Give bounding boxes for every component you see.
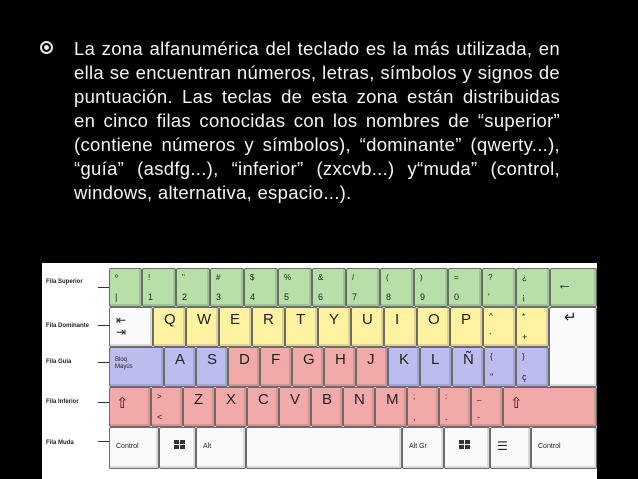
key-letter: R xyxy=(252,307,285,347)
key-letter: C xyxy=(247,387,279,427)
key-symbol: > < xyxy=(151,387,183,427)
key-symbol: _ - xyxy=(471,387,503,427)
key-superior: ¿ ¡ xyxy=(516,268,550,307)
key-windows-right xyxy=(444,427,490,469)
key-superior: ( 8 xyxy=(380,268,414,307)
key-letter: L xyxy=(420,347,452,387)
key-symbol: * + xyxy=(516,307,549,347)
key-letter: E xyxy=(219,307,252,347)
key-control-left: Control xyxy=(109,427,159,469)
windows-icon xyxy=(174,440,185,450)
key-superior: ! 1 xyxy=(142,268,176,307)
key-menu xyxy=(490,427,531,469)
key-letter: V xyxy=(279,387,311,427)
row-label-dominante: Fila Dominante xyxy=(46,323,90,329)
key-space xyxy=(246,427,402,469)
key-symbol: ^ ` xyxy=(483,307,516,347)
key-superior: & 6 xyxy=(312,268,346,307)
key-letter: Z xyxy=(183,387,215,427)
paragraph: La zona alfanumérica del teclado es la más utilizada, en ella se encuentran números, letras, símbolos y signos de puntuación. Las teclas de esta zona están distribuidas en cinco filas conocidas con los nombres de “superior” (contiene números y símbolos), “dominante” (qwerty...), “guía” (asdfg...), “inferior” (zxcvb...) y“muda” (control, windows, alternativa, espacio...). xyxy=(74,38,560,203)
slide-text xyxy=(40,37,560,205)
key-letter: N xyxy=(343,387,375,427)
key-letter: W xyxy=(186,307,219,347)
key-symbol: } ç xyxy=(516,347,549,387)
key-letter: Y xyxy=(318,307,351,347)
key-enter xyxy=(549,307,597,387)
key-backspace xyxy=(550,268,597,307)
backspace-arrow-icon: ← xyxy=(557,276,572,293)
key-superior: ) 9 xyxy=(414,268,448,307)
key-symbol: : . xyxy=(439,387,471,427)
key-superior: = 0 xyxy=(448,268,482,307)
key-letter: K xyxy=(388,347,420,387)
key-letter: D xyxy=(228,347,260,387)
key-letter: F xyxy=(260,347,292,387)
key-superior: $ 4 xyxy=(244,268,278,307)
key-shift-right xyxy=(503,387,597,427)
key-tab xyxy=(109,307,153,347)
key-letter: M xyxy=(375,387,407,427)
key-letter: G xyxy=(292,347,324,387)
bullet-icon xyxy=(40,41,53,54)
key-letter: O xyxy=(417,307,450,347)
key-superior: " 2 xyxy=(176,268,210,307)
key-symbol: { " xyxy=(484,347,516,387)
key-control-right: Control xyxy=(531,427,597,469)
key-symbol: ; , xyxy=(407,387,439,427)
key-alt: Alt xyxy=(196,427,246,469)
windows-icon xyxy=(459,440,470,450)
row-label-inferior: Fila Inferior xyxy=(46,399,79,405)
key-letter: Q xyxy=(153,307,186,347)
key-windows-left xyxy=(159,427,196,469)
key-letter: P xyxy=(450,307,483,347)
key-letter: U xyxy=(351,307,384,347)
key-superior: ? ' xyxy=(482,268,516,307)
key-letter: A xyxy=(164,347,196,387)
row-label-muda: Fila Muda xyxy=(46,440,74,446)
row-label-guia: Fila Guía xyxy=(46,359,72,365)
key-letter: I xyxy=(384,307,417,347)
enter-icon: ↵ xyxy=(564,309,577,326)
key-letter: H xyxy=(324,347,356,387)
key-superior: / 7 xyxy=(346,268,380,307)
key-letter: S xyxy=(196,347,228,387)
key-letter: J xyxy=(356,347,388,387)
key-letter: Ñ xyxy=(452,347,484,387)
tab-icon: ⇤ ⇥ xyxy=(116,313,127,339)
row-label-superior: Fila Superior xyxy=(46,279,83,285)
key-shift-left xyxy=(109,387,151,427)
key-superior: º | xyxy=(109,268,142,307)
key-letter: X xyxy=(215,387,247,427)
key-superior: % 5 xyxy=(278,268,312,307)
keyboard-image xyxy=(42,263,597,479)
key-letter: T xyxy=(285,307,318,347)
key-letter: B xyxy=(311,387,343,427)
key-altgr: Alt Gr xyxy=(402,427,444,469)
menu-icon: ☰ xyxy=(497,439,508,453)
key-superior: # 3 xyxy=(210,268,244,307)
key-capslock: Bloq Mayús xyxy=(109,347,164,387)
shift-icon: ⇧ xyxy=(510,395,523,412)
shift-icon: ⇧ xyxy=(116,395,129,412)
